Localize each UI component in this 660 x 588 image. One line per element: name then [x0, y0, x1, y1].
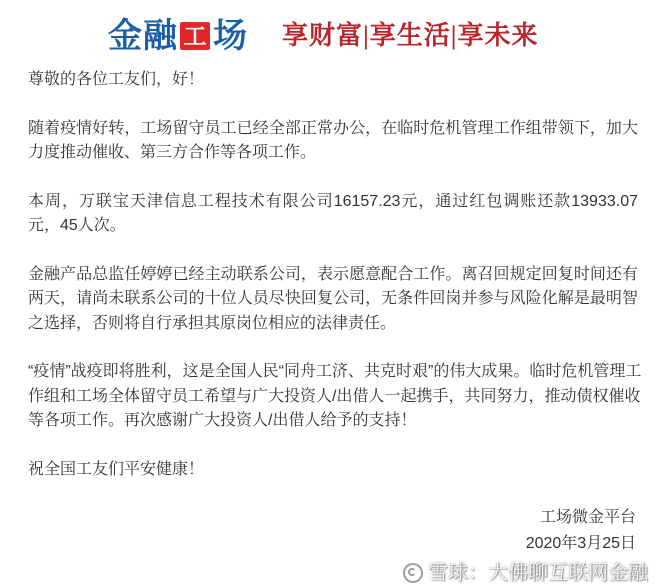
text-line: 随着疫情好转，工场留守员工已经全部正常办公，在临时危机管理工作组带领下，加大	[28, 119, 638, 137]
paragraph-closing	[28, 458, 638, 483]
signature-date: 2020年3月25日	[525, 535, 636, 552]
text-line: 之选择，否则将自行承担其原岗位相应的法律责任。	[28, 314, 397, 332]
announcement-body	[28, 68, 642, 506]
text-line: 祝全国工友们平安健康！	[28, 460, 205, 478]
text-line: 作组和工场全体留守员工希望与广大投资人/出借人一起携手，共同努力，推动债权催收	[28, 387, 641, 405]
header	[0, 14, 660, 58]
paragraph-repayment	[28, 190, 638, 239]
text-line: “疫情”战疫即将胜利，这是全国人民“同舟工济、共克时艰”的伟大成果。临时危机管理工	[28, 363, 642, 380]
text-line: 金融产品总监任婷婷已经主动联系公司，表示愿意配合工作。离召回规定回复时间还有	[28, 265, 638, 283]
snowball-icon	[403, 563, 423, 583]
logo-boxed-char: 工	[180, 22, 210, 50]
logo-text-left: 金融	[108, 17, 178, 55]
text-line: 等各项工作。再次感谢广大投资人/出借人给予的支持！	[28, 412, 417, 429]
watermark-text: 雪球：大佛聊互联网金融	[428, 562, 648, 584]
paragraph-greeting	[28, 68, 638, 93]
signature-block	[526, 505, 636, 557]
paragraph-thanks	[28, 360, 642, 434]
text-line: 两天，请尚未联系公司的十位人员尽快回复公司，无条件回岗并参与风险化解是最明智	[28, 290, 638, 307]
text-line: 本周，万联宝天津信息工程技术有限公司16157.23元，通过红包调账还款13933.07	[28, 192, 638, 210]
text-line: 尊敬的各位工友们，好！	[28, 71, 205, 88]
logo-text-right: 场	[213, 17, 248, 55]
paragraph-status	[28, 117, 638, 166]
brand-logo	[108, 16, 248, 56]
brand-slogan: 享财富|享生活|享未来	[282, 21, 539, 50]
text-line: 元，45人次。	[28, 217, 126, 234]
watermark	[403, 560, 648, 586]
signature-org: 工场微金平台	[539, 509, 636, 526]
text-line: 力度推动催收、第三方合作等各项工作。	[28, 144, 317, 161]
paragraph-staff-recall	[28, 263, 638, 337]
